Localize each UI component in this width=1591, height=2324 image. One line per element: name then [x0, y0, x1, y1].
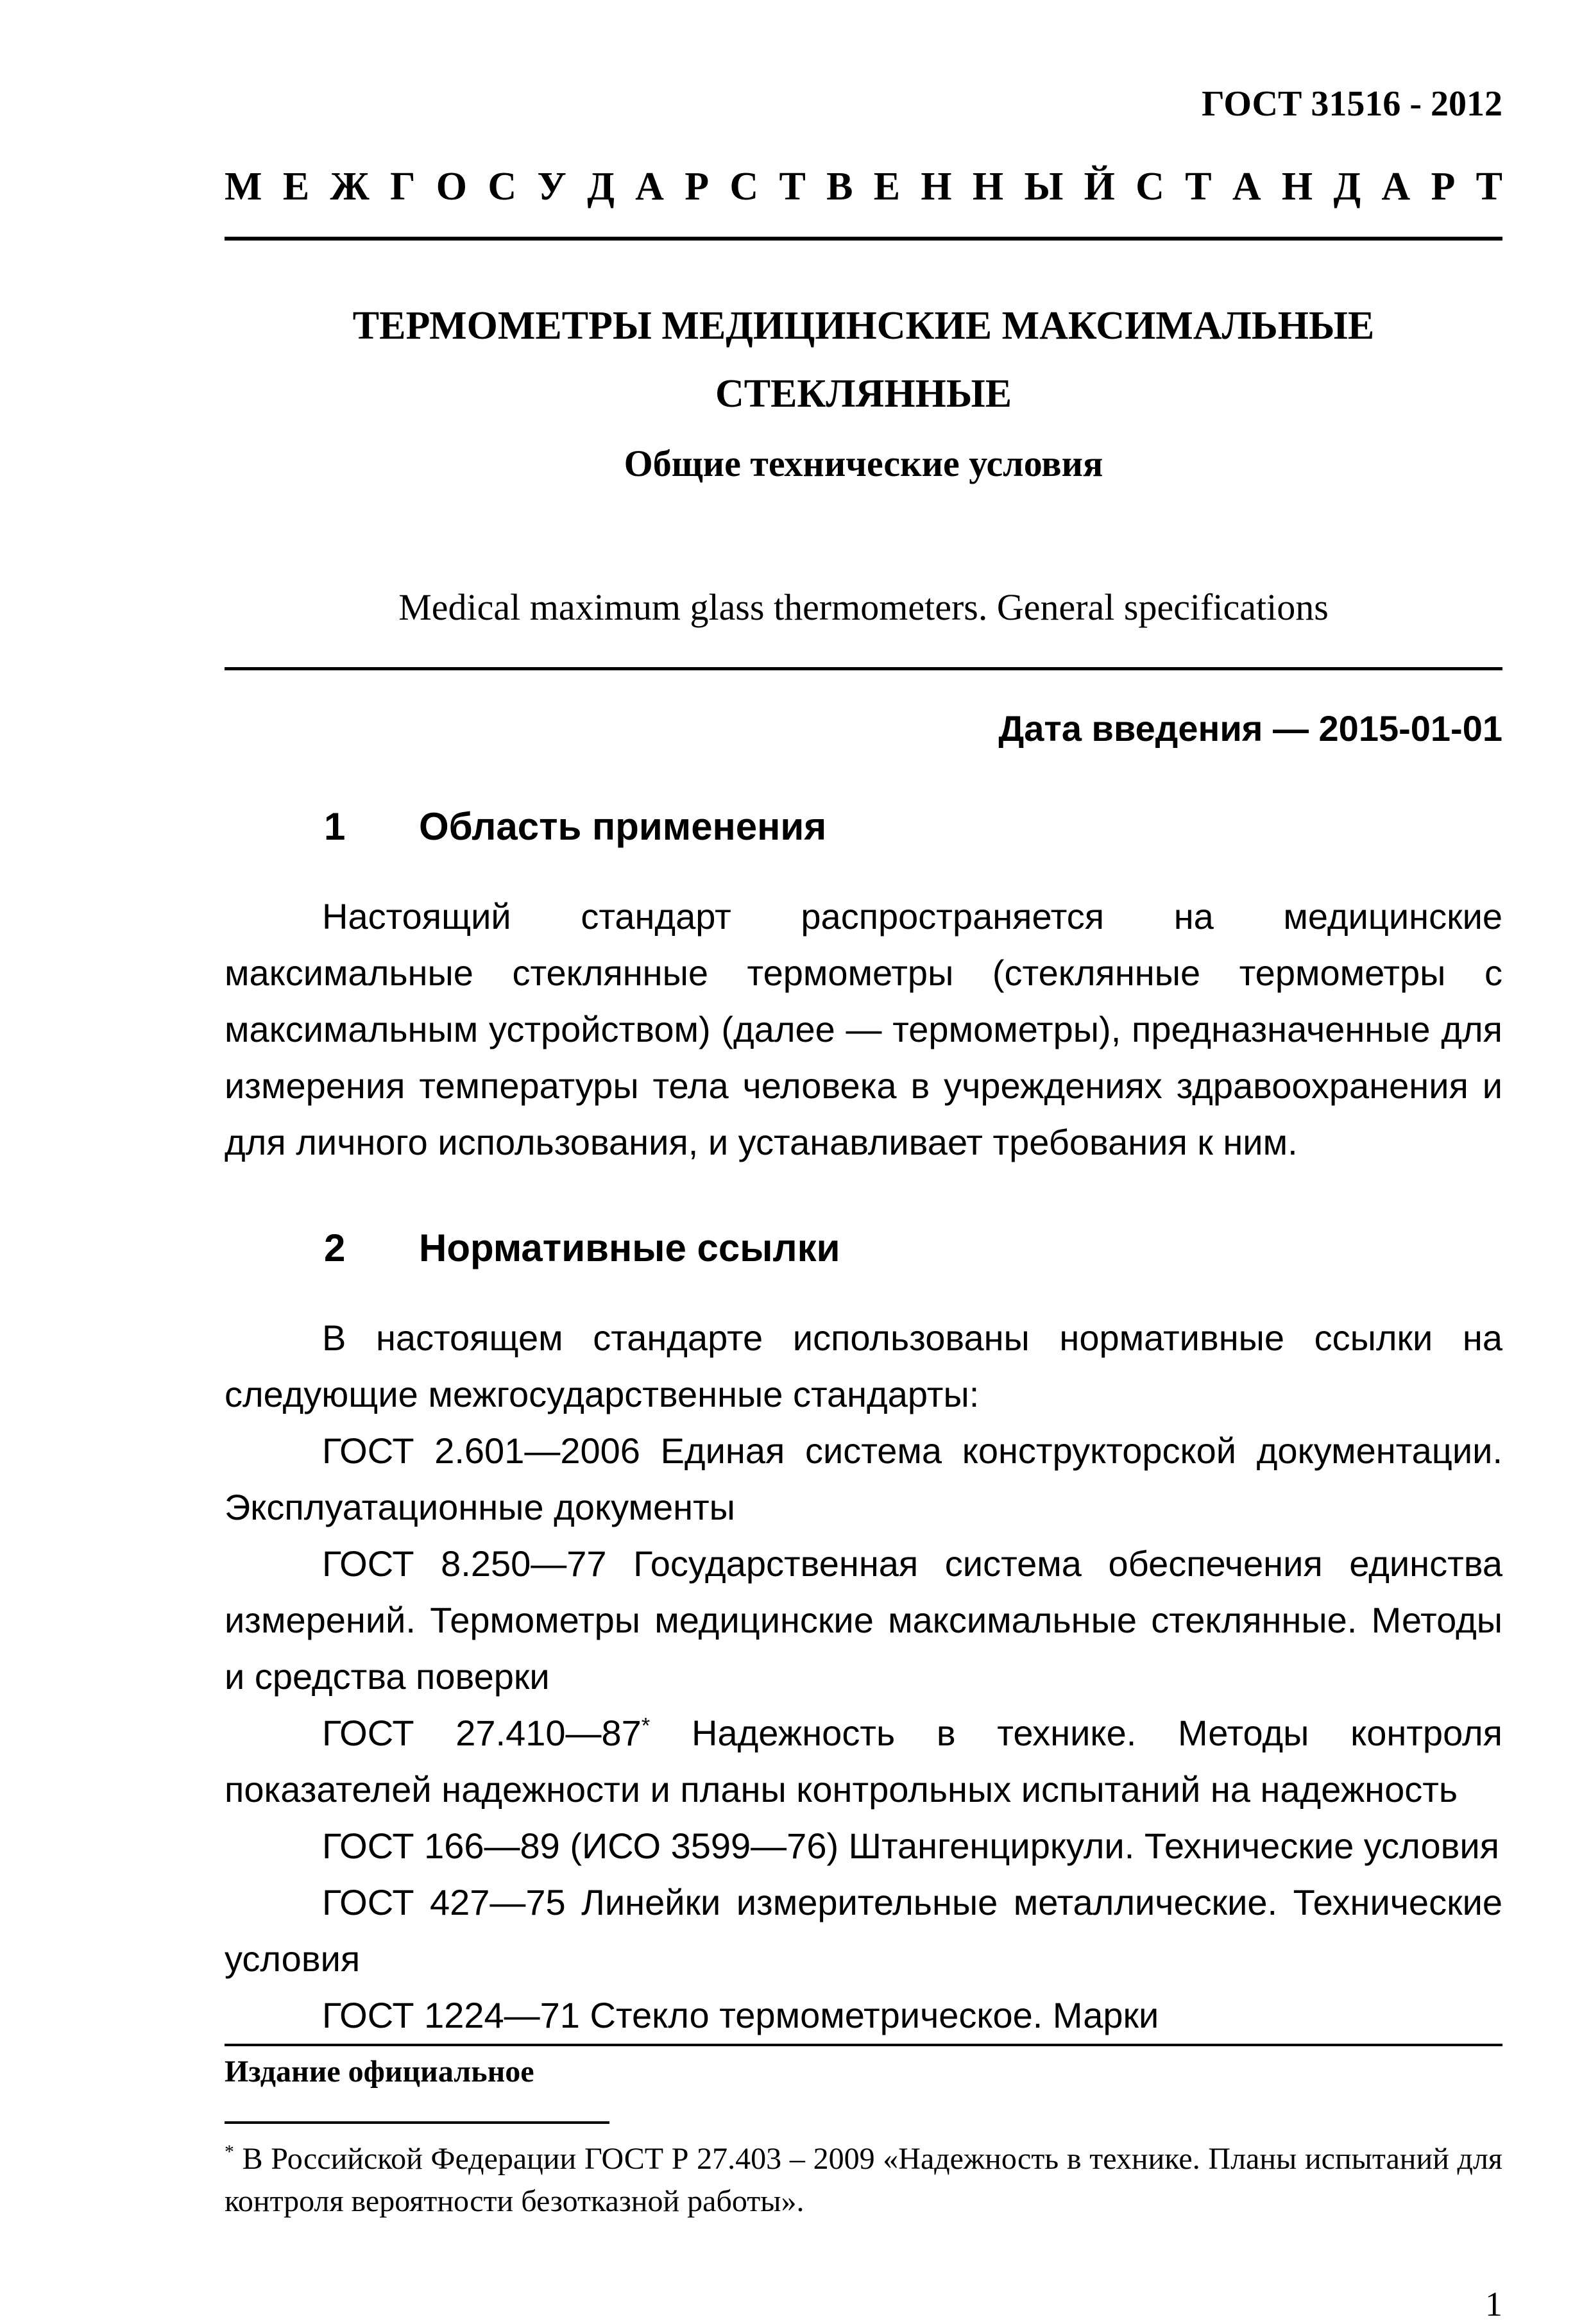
footnote: [225, 2138, 1502, 2223]
reference-text-after: Надежность в технике. Методы контроля показателей надежности и планы контрольных испытаний на надежность: [225, 1713, 1502, 1810]
section-1-paragraph: Настоящий стандарт распространяется на медицинские максимальные стеклянные термометры (стеклянные термометры с максимальным устройством) (далее — термометры), предназначенные для измерения температуры тела человека в учреждениях здравоохранения и для личного использования, и устанавливает требования к ним.: [225, 896, 1502, 1162]
section-2-number: 2: [324, 1226, 346, 1269]
document-title-line2: СТЕКЛЯННЫЕ: [715, 372, 1012, 416]
document-code: ГОСТ 31516 - 2012: [1202, 84, 1502, 124]
footnote-marker: *: [225, 2141, 234, 2162]
section-2-body: [225, 1310, 1502, 2044]
section-1-number: 1: [324, 805, 346, 848]
footnote-divider: [225, 2121, 609, 2124]
document-title-english: Medical maximum glass thermometers. General specifications: [225, 586, 1502, 670]
reference-item: ГОСТ 1224—71 Стекло термометрическое. Марки: [322, 1995, 1159, 2035]
document-subtitle: Общие технические условия: [624, 443, 1103, 484]
page-footer: [225, 2044, 1502, 2324]
section-1-body: [225, 888, 1502, 1171]
footer-divider: [225, 2044, 1502, 2046]
section-1-title: Область применения: [419, 805, 827, 848]
section-2-title: Нормативные ссылки: [419, 1226, 840, 1269]
section-2-heading: [225, 1226, 1502, 1270]
footnote-reference-marker: *: [641, 1713, 651, 1738]
footnote-text: В Российской Федерации ГОСТ Р 27.403 – 2009 «Надежность в технике. Планы испытаний для контроля вероятности безотказной работы».: [225, 2142, 1502, 2218]
reference-text: ГОСТ 27.410—87: [322, 1713, 642, 1753]
document-title-line1: ТЕРМОМЕТРЫ МЕДИЦИНСКИЕ МАКСИМАЛЬНЫЕ: [352, 304, 1375, 348]
reference-item: [225, 1705, 1502, 1818]
official-edition-label: Издание официальное: [225, 2055, 534, 2089]
section-1-heading: [225, 804, 1502, 849]
page-number: 1: [1485, 2285, 1502, 2323]
reference-item: ГОСТ 427—75 Линейки измерительные металлические. Технические условия: [225, 1882, 1502, 1979]
effective-date: Дата введения — 2015-01-01: [998, 708, 1502, 749]
reference-item: ГОСТ 166—89 (ИСО 3599—76) Штангенциркули. Технические условия: [322, 1826, 1499, 1866]
standard-type-heading: М Е Ж Г О С У Д А Р С Т В Е Н Н Ы Й С Т А Н Д А Р Т: [225, 164, 1502, 241]
title-block: [225, 292, 1502, 496]
reference-item: ГОСТ 2.601—2006 Единая система конструкторской документации. Эксплуатационные документы: [225, 1430, 1502, 1527]
section-2-intro: В настоящем стандарте использованы нормативные ссылки на следующие межгосударственные стандарты:: [225, 1318, 1502, 1414]
reference-item: ГОСТ 8.250—77 Государственная система обеспечения единства измерений. Термометры медицинские максимальные стеклянные. Методы и средства поверки: [225, 1543, 1502, 1697]
